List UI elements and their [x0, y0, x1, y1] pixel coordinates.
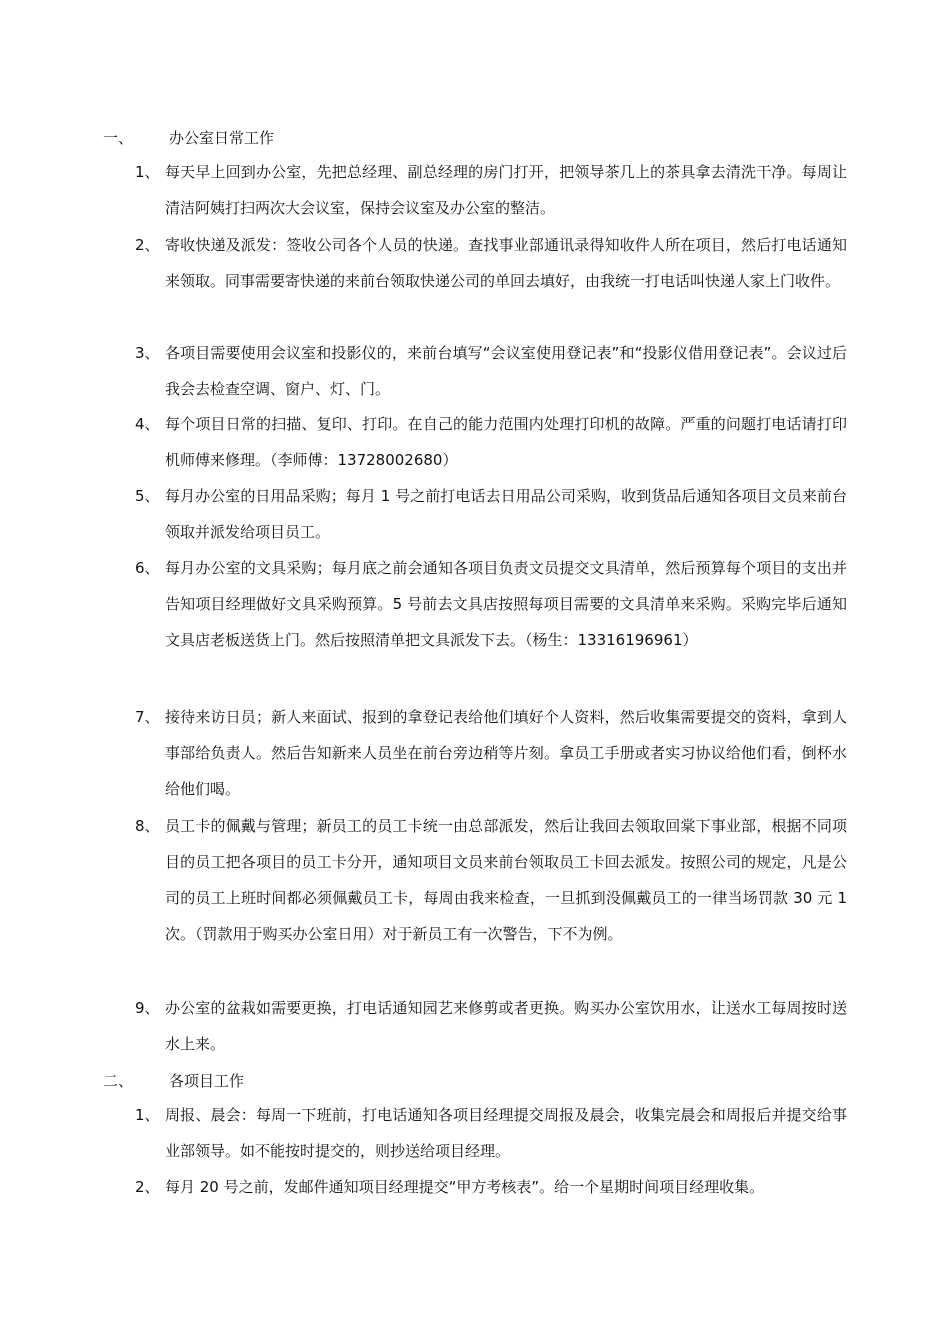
item-text: 接待来访日员；新人来面试、报到的拿登记表给他们填好个人资料，然后收集需要提交的资料，拿到人事部给负责人。然后告知新来人员坐在前台旁边稍等片刻。拿员工手册或者实习协议给他们看，倒杯水给他们喝。 — [165, 708, 847, 798]
item-text: 每月 20 号之前，发邮件通知项目经理提交“甲方考核表”。给一个星期时间项目经理收集。 — [165, 1178, 765, 1196]
list-item — [135, 550, 847, 658]
item-number: 4、 — [135, 415, 160, 433]
item-number: 1、 — [135, 1106, 160, 1124]
section-title: 各项目工作 — [169, 1072, 245, 1090]
item-number: 2、 — [135, 1178, 160, 1196]
list-item — [135, 406, 847, 478]
item-number: 7、 — [135, 708, 160, 726]
item-number: 2、 — [135, 236, 160, 254]
list-item — [135, 1169, 847, 1205]
item-text: 寄收快递及派发：签收公司各个人员的快递。查找事业部通讯录得知收件人所在项目，然后打电话通知来领取。同事需要寄快递的来前台领取快递公司的单回去填好，由我统一打电话叫快递人家上门收件。 — [165, 236, 847, 290]
item-number: 9、 — [135, 999, 160, 1017]
item-text: 员工卡的佩戴与管理；新员工的员工卡统一由总部派发，然后让我回去领取回棠下事业部，根据不同项目的员工把各项目的员工卡分开，通知项目文员来前台领取员工卡回去派发。按照公司的规定，凡是公司的员工上班时间都必须佩戴员工卡，每周由我来检查，一旦抓到没佩戴员工的一律当场罚款 30 元 1 次。（罚款用于购买办公室日用）对于新员工有一次警告，下不为例。 — [165, 817, 847, 943]
list-item — [135, 1097, 847, 1169]
item-text: 每个项目日常的扫描、复印、打印。在自己的能力范围内处理打印机的故障。严重的问题打电话请打印机师傅来修理。（李师傅：13728002680） — [165, 415, 847, 469]
section-heading-1 — [103, 127, 863, 149]
list-item — [135, 335, 847, 407]
item-text: 各项目需要使用会议室和投影仪的，来前台填写“会议室使用登记表”和“投影仪借用登记表”。会议过后我会去检查空调、窗户、灯、门。 — [165, 344, 847, 398]
item-number: 1、 — [135, 163, 160, 181]
list-item — [135, 990, 847, 1062]
list-item — [135, 154, 847, 226]
item-number: 5、 — [135, 487, 160, 505]
item-text: 每天早上回到办公室，先把总经理、副总经理的房门打开，把领导茶几上的茶具拿去清洗干净。每周让清洁阿姨打扫两次大会议室，保持会议室及办公室的整洁。 — [165, 163, 847, 217]
list-item — [135, 227, 847, 299]
section-heading-2 — [103, 1070, 863, 1092]
item-text: 每月办公室的文具采购；每月底之前会通知各项目负责文员提交文具清单，然后预算每个项目的支出并告知项目经理做好文具采购预算。5 号前去文具店按照每项目需要的文具清单来采购。采购完毕后通知文具店老板送货上门。然后按照清单把文具派发下去。（杨生：13316196961） — [165, 559, 847, 649]
section-number: 一、 — [103, 129, 134, 147]
list-item — [135, 478, 847, 550]
section-title: 办公室日常工作 — [169, 129, 275, 147]
item-number: 3、 — [135, 344, 160, 362]
list-item — [135, 808, 847, 952]
item-number: 6、 — [135, 559, 160, 577]
list-item — [135, 699, 847, 807]
item-number: 8、 — [135, 817, 160, 835]
item-text: 办公室的盆栽如需要更换，打电话通知园艺来修剪或者更换。购买办公室饮用水，让送水工每周按时送水上来。 — [165, 999, 847, 1053]
section-number: 二、 — [103, 1072, 134, 1090]
item-text: 每月办公室的日用品采购；每月 1 号之前打电话去日用品公司采购，收到货品后通知各项目文员来前台领取并派发给项目员工。 — [165, 487, 847, 541]
item-text: 周报、晨会：每周一下班前，打电话通知各项目经理提交周报及晨会，收集完晨会和周报后并提交给事业部领导。如不能按时提交的，则抄送给项目经理。 — [165, 1106, 847, 1160]
